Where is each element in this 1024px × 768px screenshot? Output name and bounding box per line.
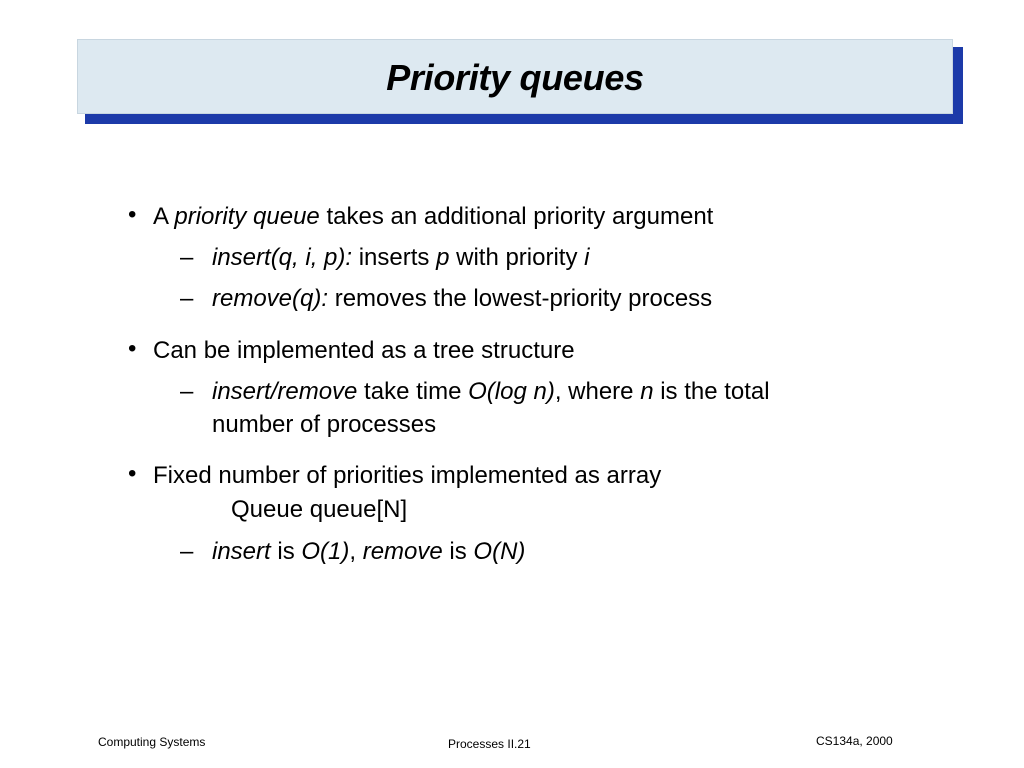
sub-bullet-1-1-text-b: inserts	[352, 244, 437, 271]
sub-bullet-1-1-text-e: i	[584, 244, 590, 271]
title-banner	[77, 39, 953, 114]
sub-bullet-1-2-text-a: remove(q):	[212, 285, 329, 312]
sub-bullet-2-1	[212, 380, 770, 404]
footer-right: CS134a, 2000	[816, 734, 893, 748]
sub-bullet-3-1	[212, 540, 525, 564]
sub-bullet-2-1-text-g: number of processes	[212, 411, 437, 438]
sub-bullet-3-1-text-e: remove	[362, 538, 443, 565]
footer-left: Computing Systems	[98, 735, 206, 749]
sub-bullet-1-1-text-d: with priority	[449, 244, 585, 271]
bullet-3-text-a: Fixed number of priorities implemented as array	[153, 462, 662, 489]
sub-bullet-3-1-text-c: O(1)	[301, 538, 350, 565]
bullet-2-text-a: Can be implemented as a tree structure	[153, 337, 575, 364]
sub-bullet-2-1-text-f: is the total	[653, 378, 770, 405]
sub-bullet-2-1-text-e: n	[640, 378, 654, 405]
code-line	[231, 498, 407, 522]
bullet-1	[153, 205, 713, 229]
sub-bullet-1-1	[212, 246, 589, 270]
sub-bullet-3-1-text-b: is	[270, 538, 302, 565]
sub-bullet-3-1-text-f: is	[442, 538, 474, 565]
sub-bullet-2-1-text-c: O(log n)	[468, 378, 555, 405]
sub-bullet-2-1-text-d: , where	[554, 378, 641, 405]
sub-bullet-2-1-continuation	[212, 413, 436, 437]
sub-bullet-1-1-text-c: p	[436, 244, 450, 271]
sub-bullet-3-1-text-d: ,	[349, 538, 363, 565]
sub-bullet-2-1-marker: –	[180, 378, 194, 405]
bullet-2-marker: •	[128, 335, 137, 362]
bullet-3-marker: •	[128, 460, 137, 487]
bullet-1-text-b: priority queue	[174, 203, 320, 230]
bullet-3	[153, 464, 661, 488]
sub-bullet-2-1-text-b: take time	[357, 378, 469, 405]
sub-bullet-3-1-marker: –	[180, 538, 194, 565]
sub-bullet-2-1-text-a: insert/remove	[212, 378, 358, 405]
sub-bullet-1-2-marker: –	[180, 285, 194, 312]
sub-bullet-3-1-text-g: O(N)	[473, 538, 526, 565]
code-line-text: Queue queue[N]	[231, 496, 408, 523]
bullet-1-text-a: A	[153, 203, 175, 230]
sub-bullet-3-1-text-a: insert	[212, 538, 271, 565]
footer-center: Processes II.21	[448, 737, 531, 751]
bullet-1-marker: •	[128, 201, 137, 228]
sub-bullet-1-1-marker: –	[180, 244, 194, 271]
slide-title: Priority queues	[386, 57, 644, 98]
bullet-1-text-c: takes an additional priority argument	[319, 203, 714, 230]
bullet-2	[153, 339, 575, 363]
sub-bullet-1-1-text-a: insert(q, i, p):	[212, 244, 353, 271]
sub-bullet-1-2	[212, 287, 712, 311]
sub-bullet-1-2-text-b: removes the lowest-priority process	[328, 285, 713, 312]
